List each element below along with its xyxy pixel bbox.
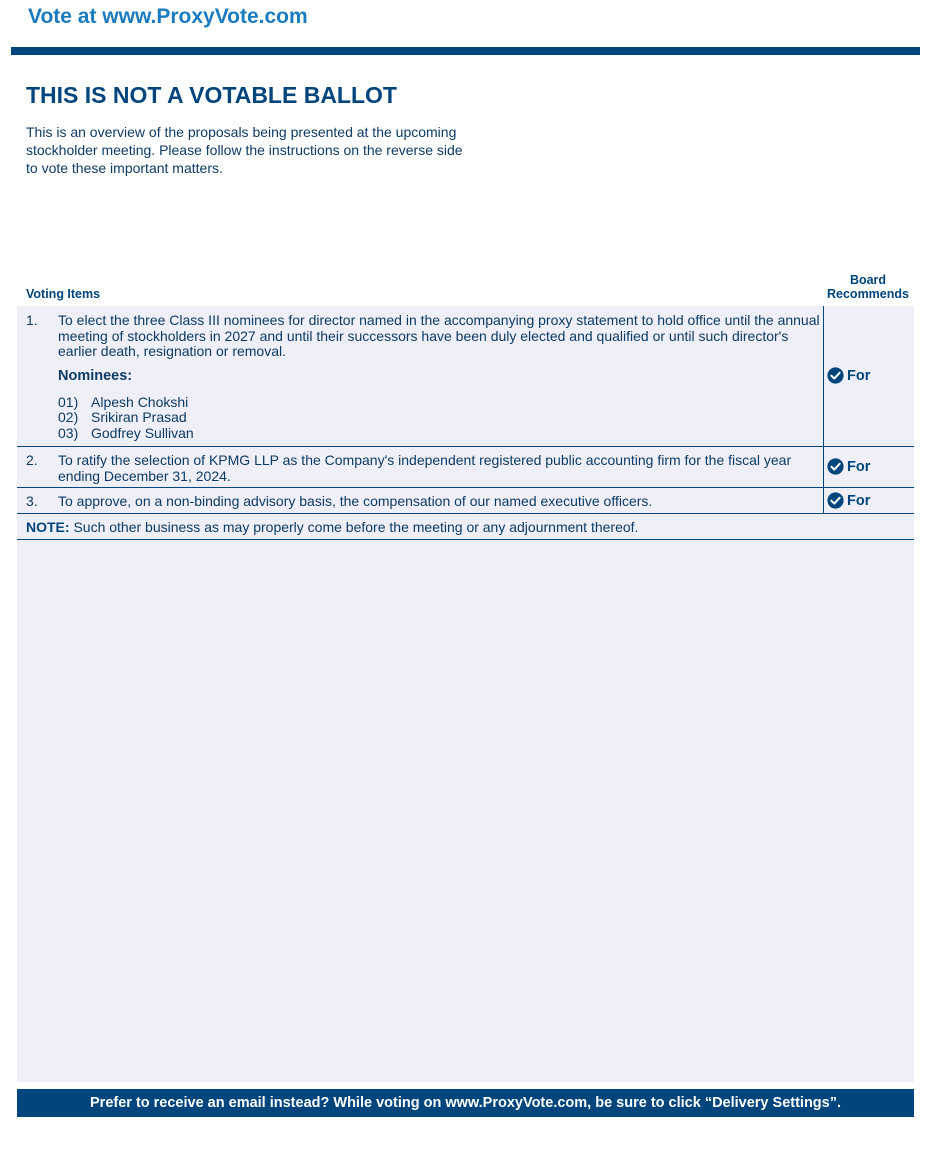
top-divider — [11, 47, 920, 55]
board-recommends-header — [823, 273, 913, 301]
check-circle-icon — [827, 458, 844, 475]
item-text: To approve, on a non-binding advisory basis, the compensation of our named executive officers. — [58, 493, 653, 509]
nominee-number: 03) — [58, 425, 79, 441]
nominee-name: Srikiran Prasad — [91, 409, 187, 425]
recommendation-cell — [823, 306, 914, 446]
nominee — [58, 426, 194, 441]
board-label-line2: Recommends — [827, 287, 909, 301]
nominee-number: 01) — [58, 394, 79, 410]
nominee — [58, 410, 187, 425]
item-text: To elect the three Class III nominees for director named in the accompanying proxy statement to hold office until the annual meeting of stockholders in 2027 and until their successors have been duly elected and qualified or until such director's earlier death, resignation or removal. — [58, 312, 820, 359]
nominee-name: Alpesh Chokshi — [91, 394, 189, 410]
nominee-number: 02) — [58, 409, 79, 425]
note-text: Such other business as may properly come before the meeting or any adjournment thereof. — [73, 519, 639, 535]
note-row — [17, 514, 914, 540]
nominees-label: Nominees: — [58, 368, 133, 384]
recommendation-label: For — [847, 458, 871, 475]
item-number: 2. — [26, 452, 38, 468]
recommendation-label: For — [847, 367, 871, 384]
intro-text: This is an overview of the proposals being presented at the upcoming stockholder meeting. Please follow the instructions on the reverse side to vote these important matters. — [26, 124, 463, 176]
check-circle-icon — [827, 367, 844, 384]
voting-item-2 — [17, 447, 914, 488]
recommendation-cell — [823, 488, 914, 513]
voting-items-header: Voting Items — [26, 287, 101, 301]
board-label-line1: Board — [849, 273, 887, 287]
item-number: 1. — [26, 312, 38, 328]
recommendation-cell — [823, 447, 914, 487]
check-circle-icon — [827, 492, 844, 509]
nominee-name: Godfrey Sullivan — [91, 425, 194, 441]
voting-item-1 — [17, 306, 914, 447]
nominee — [58, 395, 188, 410]
proxyvote-link[interactable]: Vote at www.ProxyVote.com — [28, 5, 308, 28]
item-number: 3. — [26, 493, 38, 509]
footer-banner: Prefer to receive an email instead? While voting on www.ProxyVote.com, be sure to click “Delivery Settings”. — [17, 1089, 914, 1117]
voting-item-3 — [17, 488, 914, 514]
note-label: NOTE: — [26, 519, 70, 535]
recommendation-label: For — [847, 492, 871, 509]
item-text: To ratify the selection of KPMG LLP as the Company's independent registered public accounting firm for the fiscal year ending December 31, 2024. — [58, 452, 792, 484]
page-title: THIS IS NOT A VOTABLE BALLOT — [26, 82, 397, 108]
